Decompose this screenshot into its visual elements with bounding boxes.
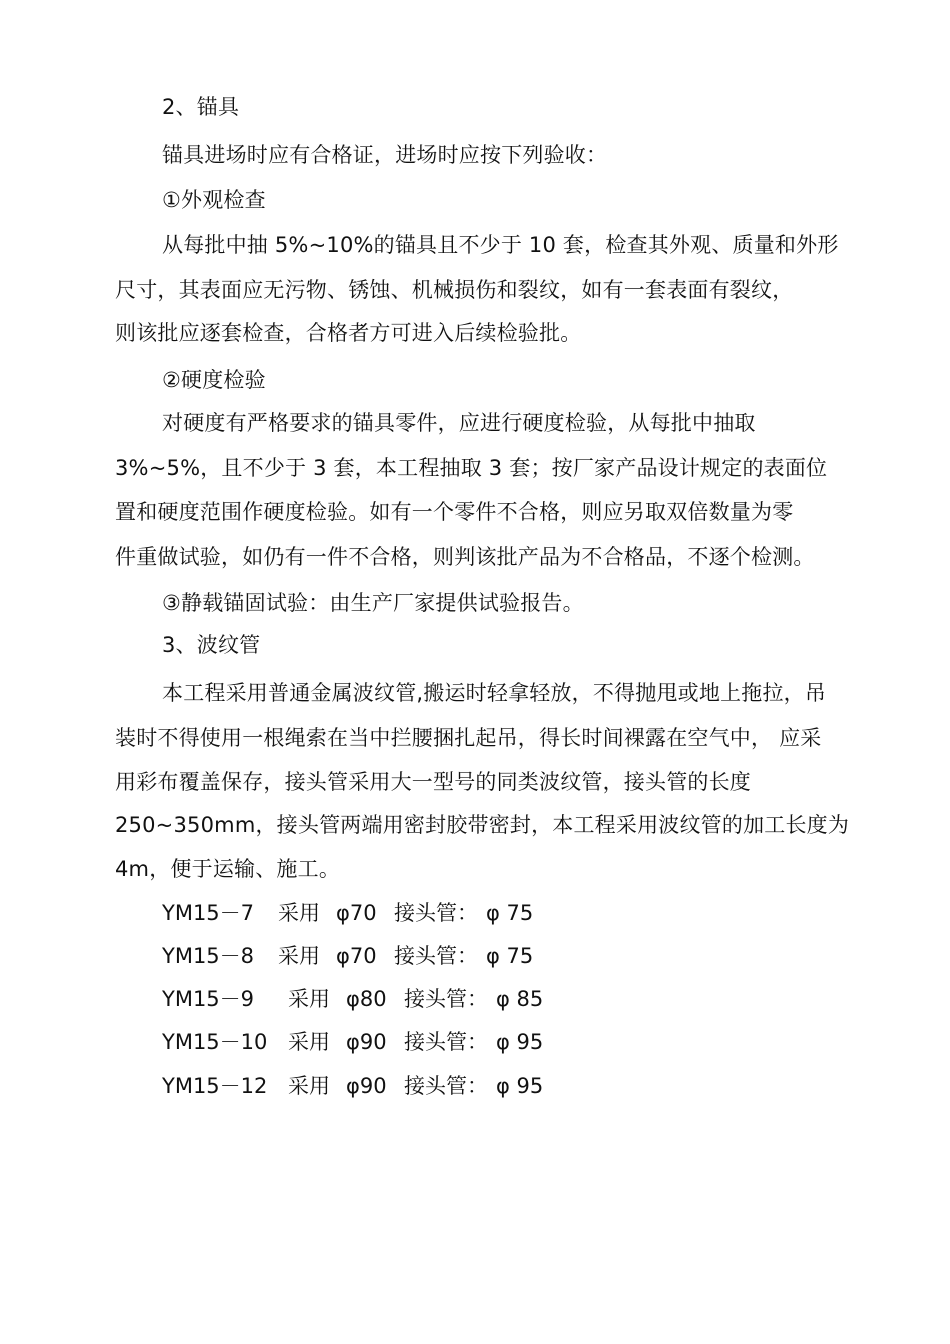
spec-use: 采用	[288, 1074, 330, 1098]
spec-joint-diameter: φ 85	[496, 987, 544, 1011]
spec-joint-label: 接头管：	[394, 901, 478, 925]
spec-joint-label: 接头管：	[404, 987, 488, 1011]
spec-diameter: φ80	[346, 987, 387, 1011]
spec-diameter: φ70	[336, 944, 377, 968]
paragraph-intro: 锚具进场时应有合格证，进场时应按下列验收：	[162, 143, 608, 167]
spec-diameter: φ70	[336, 901, 377, 925]
spec-model: YM15－12	[162, 1074, 268, 1098]
paragraph-line: 尺寸，其表面应无污物、锈蚀、机械损伤和裂纹，如有一套表面有裂纹，	[115, 278, 794, 302]
spec-model: YM15－9	[162, 987, 255, 1011]
spec-row	[162, 898, 533, 928]
spec-row	[162, 1071, 543, 1101]
paragraph-line: 置和硬度范围作硬度检验。如有一个零件不合格，则应另取双倍数量为零	[115, 500, 794, 524]
spec-model: YM15－7	[162, 901, 255, 925]
spec-use: 采用	[278, 944, 320, 968]
section-heading-anchorage: 2、锚具	[162, 95, 240, 119]
spec-diameter: φ90	[346, 1074, 387, 1098]
paragraph-line: 从每批中抽 5%~10%的锚具且不少于 10 套，检查其外观、质量和外形	[162, 233, 839, 257]
spec-diameter: φ90	[346, 1030, 387, 1054]
section-heading-bellows: 3、波纹管	[162, 633, 261, 657]
spec-joint-diameter: φ 95	[496, 1030, 544, 1054]
paragraph-line: 3%~5%，且不少于 3 套，本工程抽取 3 套；按厂家产品设计规定的表面位	[115, 456, 828, 480]
paragraph-line: 件重做试验，如仍有一件不合格，则判该批产品为不合格品，不逐个检测。	[115, 545, 815, 569]
paragraph-line: 装时不得使用一根绳索在当中拦腰捆扎起吊，得长时间裸露在空气中， 应采	[115, 726, 822, 750]
spec-joint-label: 接头管：	[404, 1030, 488, 1054]
paragraph-line: 对硬度有严格要求的锚具零件，应进行硬度检验，从每批中抽取	[162, 411, 756, 435]
paragraph-line: 4m，便于运输、施工。	[115, 857, 341, 881]
spec-model: YM15－8	[162, 944, 255, 968]
paragraph-line: 则该批应逐套检查，合格者方可进入后续检验批。	[115, 321, 582, 345]
spec-joint-label: 接头管：	[404, 1074, 488, 1098]
spec-joint-diameter: φ 75	[486, 944, 534, 968]
item-static-load-test: ③静载锚固试验：由生产厂家提供试验报告。	[162, 591, 584, 615]
spec-use: 采用	[288, 987, 330, 1011]
item-title-appearance: ①外观检查	[162, 188, 266, 212]
paragraph-line: 用彩布覆盖保存，接头管采用大一型号的同类波纹管，接头管的长度	[115, 770, 751, 794]
spec-use: 采用	[288, 1030, 330, 1054]
item-title-hardness: ②硬度检验	[162, 368, 266, 392]
paragraph-line: 250~350mm，接头管两端用密封胶带密封，本工程采用波纹管的加工长度为	[115, 813, 850, 837]
spec-row	[162, 941, 533, 971]
paragraph-line: 本工程采用普通金属波纹管,搬运时轻拿轻放，不得抛甩或地上拖拉，吊	[162, 681, 827, 705]
spec-row	[162, 984, 543, 1014]
spec-joint-diameter: φ 75	[486, 901, 534, 925]
spec-row	[162, 1027, 543, 1057]
spec-use: 采用	[278, 901, 320, 925]
spec-joint-label: 接头管：	[394, 944, 478, 968]
spec-joint-diameter: φ 95	[496, 1074, 544, 1098]
spec-model: YM15－10	[162, 1030, 268, 1054]
